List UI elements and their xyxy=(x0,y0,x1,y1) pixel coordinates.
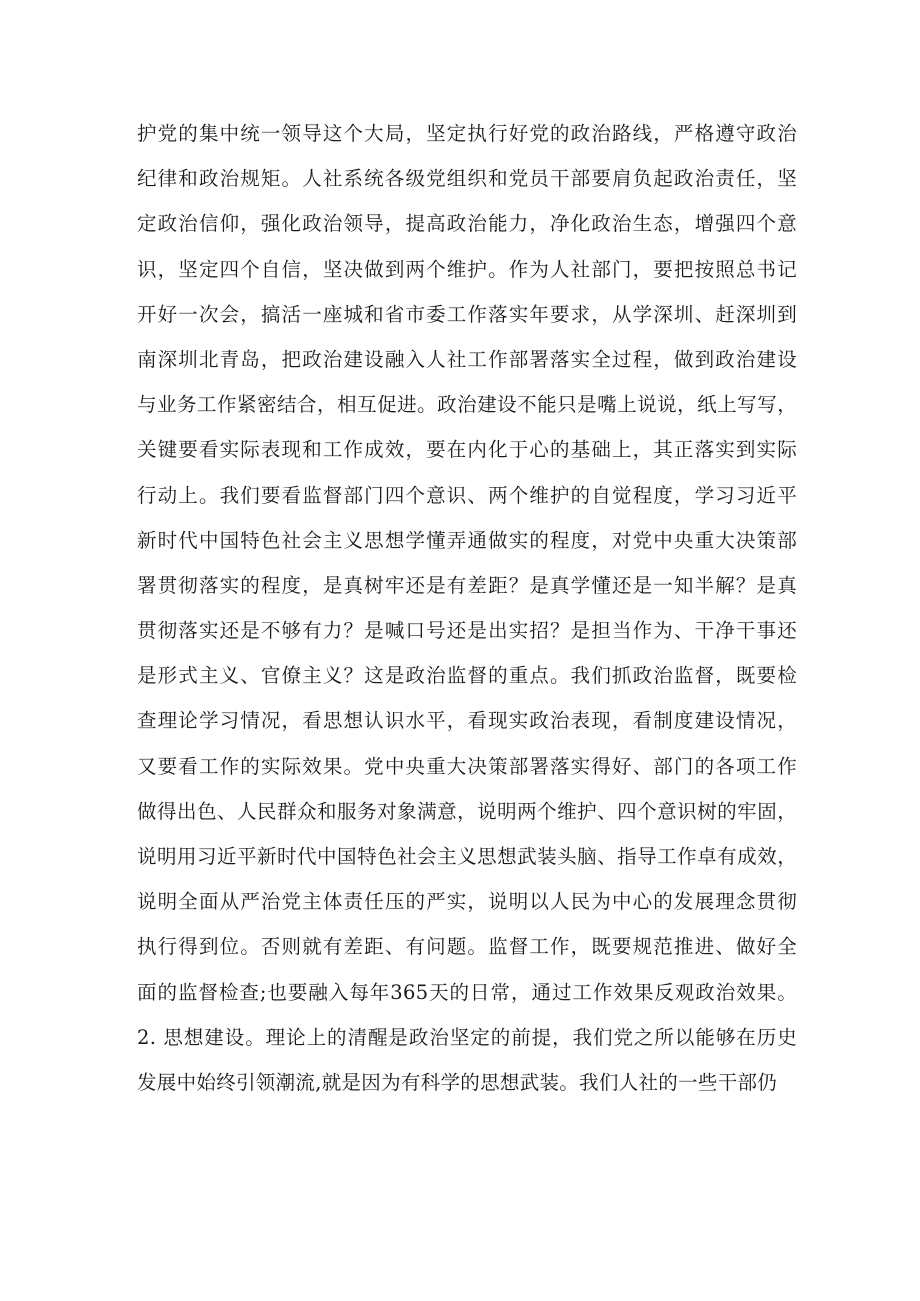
text-line: 行动上。我们要看监督部门四个意识、两个维护的自觉程度，学习习近平 xyxy=(137,483,797,507)
text-line: 发展中始终引领潮流,就是因为有科学的思想武装。我们人社的一些干部仍 xyxy=(137,1070,778,1094)
text-line: 护党的集中统一领导这个大局，坚定执行好党的政治路线，严格遵守政治 xyxy=(137,122,797,145)
text-line: 纪律和政治规矩。人社系统各级党组织和党员干部要肩负起政治责任，坚 xyxy=(137,167,797,191)
text-line: 又要看工作的实际效果。党中央重大决策部署落实得好、部门的各项工作 xyxy=(137,754,797,778)
text-line: 南深圳北青岛，把政治建设融入人社工作部署落实全过程，做到政治建设 xyxy=(137,347,797,371)
text-line: 识，坚定四个自信，坚决做到两个维护。作为人社部门，要把按照总书记 xyxy=(137,257,797,281)
text-line: 面的监督检查;也要融入每年365天的日常，通过工作效果反观政治效果。 xyxy=(137,980,797,1004)
text-line: 查理论学习情况，看思想认识水平，看现实政治表现，看制度建设情况， xyxy=(137,709,797,733)
text-line: 新时代中国特色社会主义思想学懂弄通做实的程度，对党中央重大决策部 xyxy=(137,528,797,552)
section-heading-line: 2. 思想建设。理论上的清醒是政治坚定的前提，我们党之所以能够在历史 xyxy=(137,1025,797,1049)
text-line: 说明用习近平新时代中国特色社会主义思想武装头脑、指导工作卓有成效， xyxy=(137,845,797,868)
text-line: 说明全面从严治党主体责任压的严实，说明以人民为中心的发展理念贯彻 xyxy=(137,890,797,914)
text-line: 是形式主义、官僚主义？这是政治监督的重点。我们抓政治监督，既要检 xyxy=(137,664,797,688)
text-line: 与业务工作紧密结合，相互促进。政治建设不能只是嘴上说说，纸上写写， xyxy=(137,393,797,417)
text-line: 关键要看实际表现和工作成效，要在内化于心的基础上，其正落实到实际 xyxy=(137,438,797,462)
body-text xyxy=(137,111,797,1105)
text-line: 定政治信仰，强化政治领导，提高政治能力，净化政治生态，增强四个意 xyxy=(137,212,797,236)
text-line: 署贯彻落实的程度，是真树牢还是有差距？是真学懂还是一知半解？是真 xyxy=(137,573,797,597)
text-line: 执行得到位。否则就有差距、有问题。监督工作，既要规范推进、做好全 xyxy=(137,935,797,959)
text-line: 贯彻落实还是不够有力？是喊口号还是出实招？是担当作为、干净干事还 xyxy=(137,619,797,643)
text-line: 开好一次会，搞活一座城和省市委工作落实年要求，从学深圳、赶深圳到 xyxy=(137,302,797,326)
text-line: 做得出色、人民群众和服务对象满意，说明两个维护、四个意识树的牢固， xyxy=(137,799,797,823)
